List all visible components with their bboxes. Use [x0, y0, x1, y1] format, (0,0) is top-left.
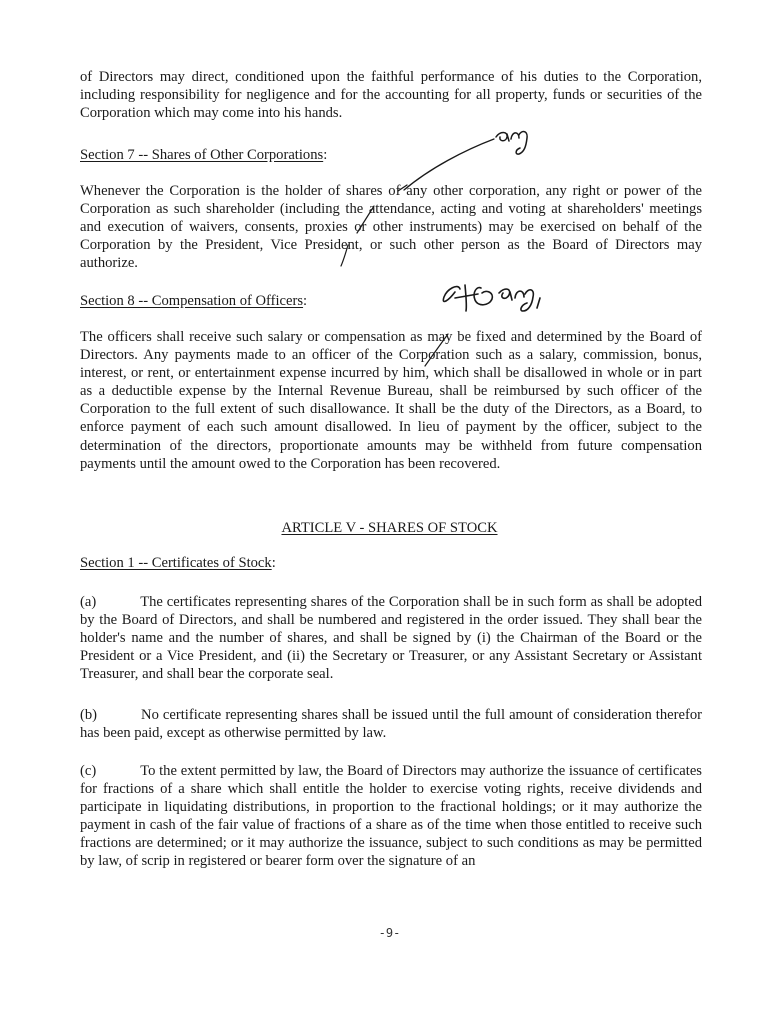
- section-7-heading: [80, 146, 327, 164]
- section-8-body: The officers shall receive such salary or compensation as may be fixed and determined by the Board of Directors. Any payments made to an officer of the Corporation such as a salary, commission, bonus, interest, or rent, or entertainment expense incurred by him, which shall be disallowed in whole or in part as a deductible expense by the Internal Revenue Bureau, shall be reimbursed by such officer of the Corporation to the full extent of such disallowance. It shall be the duty of the Directors, as a Board, to enforce payment of each such amount disallowed. In lieu of payment by the officer, subject to the determination of the directors, proportionate amounts may be withheld from future compensation payments until the amount owed to the Corporation has been recovered.: [80, 329, 702, 472]
- article-v-heading: [0, 519, 779, 537]
- item-a-body: The certificates representing shares of the Corporation shall be in such form as shall be adopted by the Board of Directors, and shall be numbered and registered in the order issued. They shall bear the holder's name and the number of shares, and shall be signed by (i) the Chairman of the Board or the President or a Vice President, and (ii) the Secretary or Treasurer, or any Assistant Secretary or Assistant Treasurer, and shall bear the corporate seal.: [80, 594, 702, 683]
- section-8-heading-text: Section 8 -- Compensation of Officers: [80, 293, 304, 309]
- section-8-heading: [80, 292, 307, 310]
- article-v-heading-text: ARTICLE V - SHARES OF STOCK: [281, 520, 498, 536]
- item-c-body: To the extent permitted by law, the Board of Directors may authorize the issuance of certificates for fractions of a share which shall entitle the holder to exercise voting rights, receive dividends and participate in liquidating distributions, in proportion to the fractional holdings; or it may authorize the payment in cash of the fair value of fractions of a share as of the time when those entitled to receive such fractions are determined; or it may authorize the issuance, subject to such conditions as may be permitted by law, of scrip in registered or bearer form over the signature of an: [80, 763, 702, 870]
- item-a-label: (a): [80, 594, 97, 610]
- continued-paragraph: of Directors may direct, conditioned upon the faithful performance of his duties to the Corporation, including responsibility for negligence and for the accounting for all property, funds or securities of the Corporation which may come into his hands.: [80, 69, 702, 122]
- section-8-heading-colon: :: [303, 293, 308, 309]
- item-b-label: (b): [80, 707, 98, 723]
- page-number: -9-: [378, 926, 401, 940]
- section-7-heading-colon: :: [323, 147, 328, 163]
- item-b-body: No certificate representing shares shall be issued until the full amount of consideration therefor has been paid, except as otherwise permitted by law.: [80, 707, 702, 742]
- section-1-heading-text: Section 1 -- Certificates of Stock: [80, 555, 272, 571]
- section-1-heading: [80, 554, 276, 572]
- section-1-heading-colon: :: [271, 555, 276, 571]
- section-7-heading-text: Section 7 -- Shares of Other Corporations: [80, 147, 324, 163]
- item-c-label: (c): [80, 763, 97, 779]
- section-7-body: Whenever the Corporation is the holder of shares of any other corporation, any right or power of the Corporation as such shareholder (including the attendance, acting and voting at shareholders' meetings and execution of waivers, consents, proxies or other instruments) may be exercised on behalf of the Corporation by the President, Vice President, or such other person as the Board of Directors may authorize.: [80, 183, 702, 272]
- item-b-paragraph: [80, 706, 702, 742]
- item-c-paragraph: [80, 762, 702, 871]
- item-a-paragraph: [80, 593, 702, 683]
